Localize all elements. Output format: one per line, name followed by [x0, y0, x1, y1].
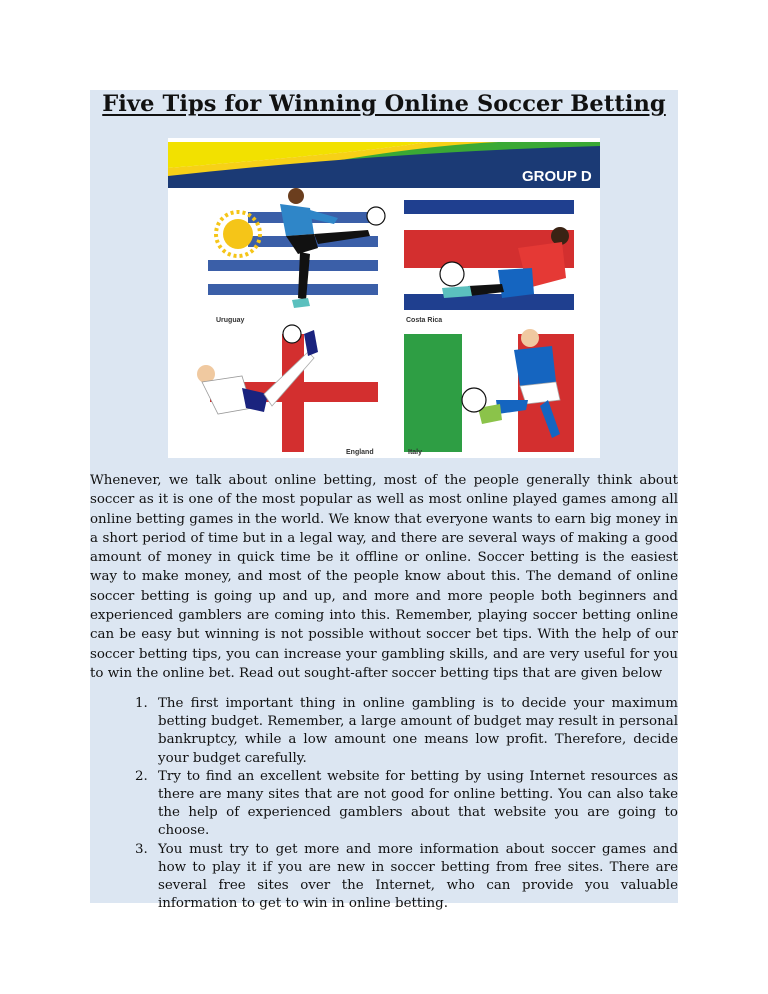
list-item	[131, 695, 678, 768]
page-title: Five Tips for Winning Online Soccer Betting	[102, 91, 666, 117]
caption-england: England	[346, 449, 374, 456]
caption-costa-rica: Costa Rica	[406, 317, 443, 324]
list-item-text: You must try to get more and more information about soccer games and how to play it if you are new in soccer betting from free sites. There are several free sites over the Internet, who can provide you valuable information to get to win in online betting.	[158, 841, 678, 912]
list-number: 2.	[135, 768, 148, 784]
group-d-illustration	[168, 138, 600, 458]
list-item	[131, 841, 678, 914]
list-number: 1.	[135, 696, 148, 711]
banner-label: GROUP D	[522, 168, 592, 185]
list-item-text: The first important thing in online gambling is to decide your maximum betting budget. Remember, a large amount of budget may result in personal bankruptcy, while a low amount one means low profit. Therefore, decide your budget carefully.	[158, 696, 678, 766]
tips-list	[131, 695, 678, 913]
caption-uruguay: Uruguay	[216, 317, 245, 324]
list-number: 3.	[135, 841, 148, 857]
list-item	[131, 768, 678, 841]
list-item-text: Try to find an excellent website for betting by using Internet resources as there are many sites that are not good for online betting. You can also take the help of experienced gamblers about that website you are going to choose.	[158, 768, 678, 839]
intro-paragraph: Whenever, we talk about online betting, most of the people generally think about soccer as it is one of the most popular as well as most online played games among all online betting games in the world. We know that everyone wants to earn big money in a short period of time but in a legal way, and there are several ways of making a good amount of money in quick time be it offline or online. Soccer betting is the easiest way to make money, and most of the people know about this. The demand of online soccer betting is going up and up, and more and more people both beginners and experienced gamblers are coming into this. Remember, playing soccer betting online can be easy but winning is not possible without soccer bet tips. With the help of our soccer betting tips, you can increase your gambling skills, and are very useful for you to win the online bet. Read out sought-after soccer betting tips that are given below	[90, 473, 678, 681]
group-banner	[168, 138, 600, 188]
caption-italy: Italy	[408, 449, 423, 456]
